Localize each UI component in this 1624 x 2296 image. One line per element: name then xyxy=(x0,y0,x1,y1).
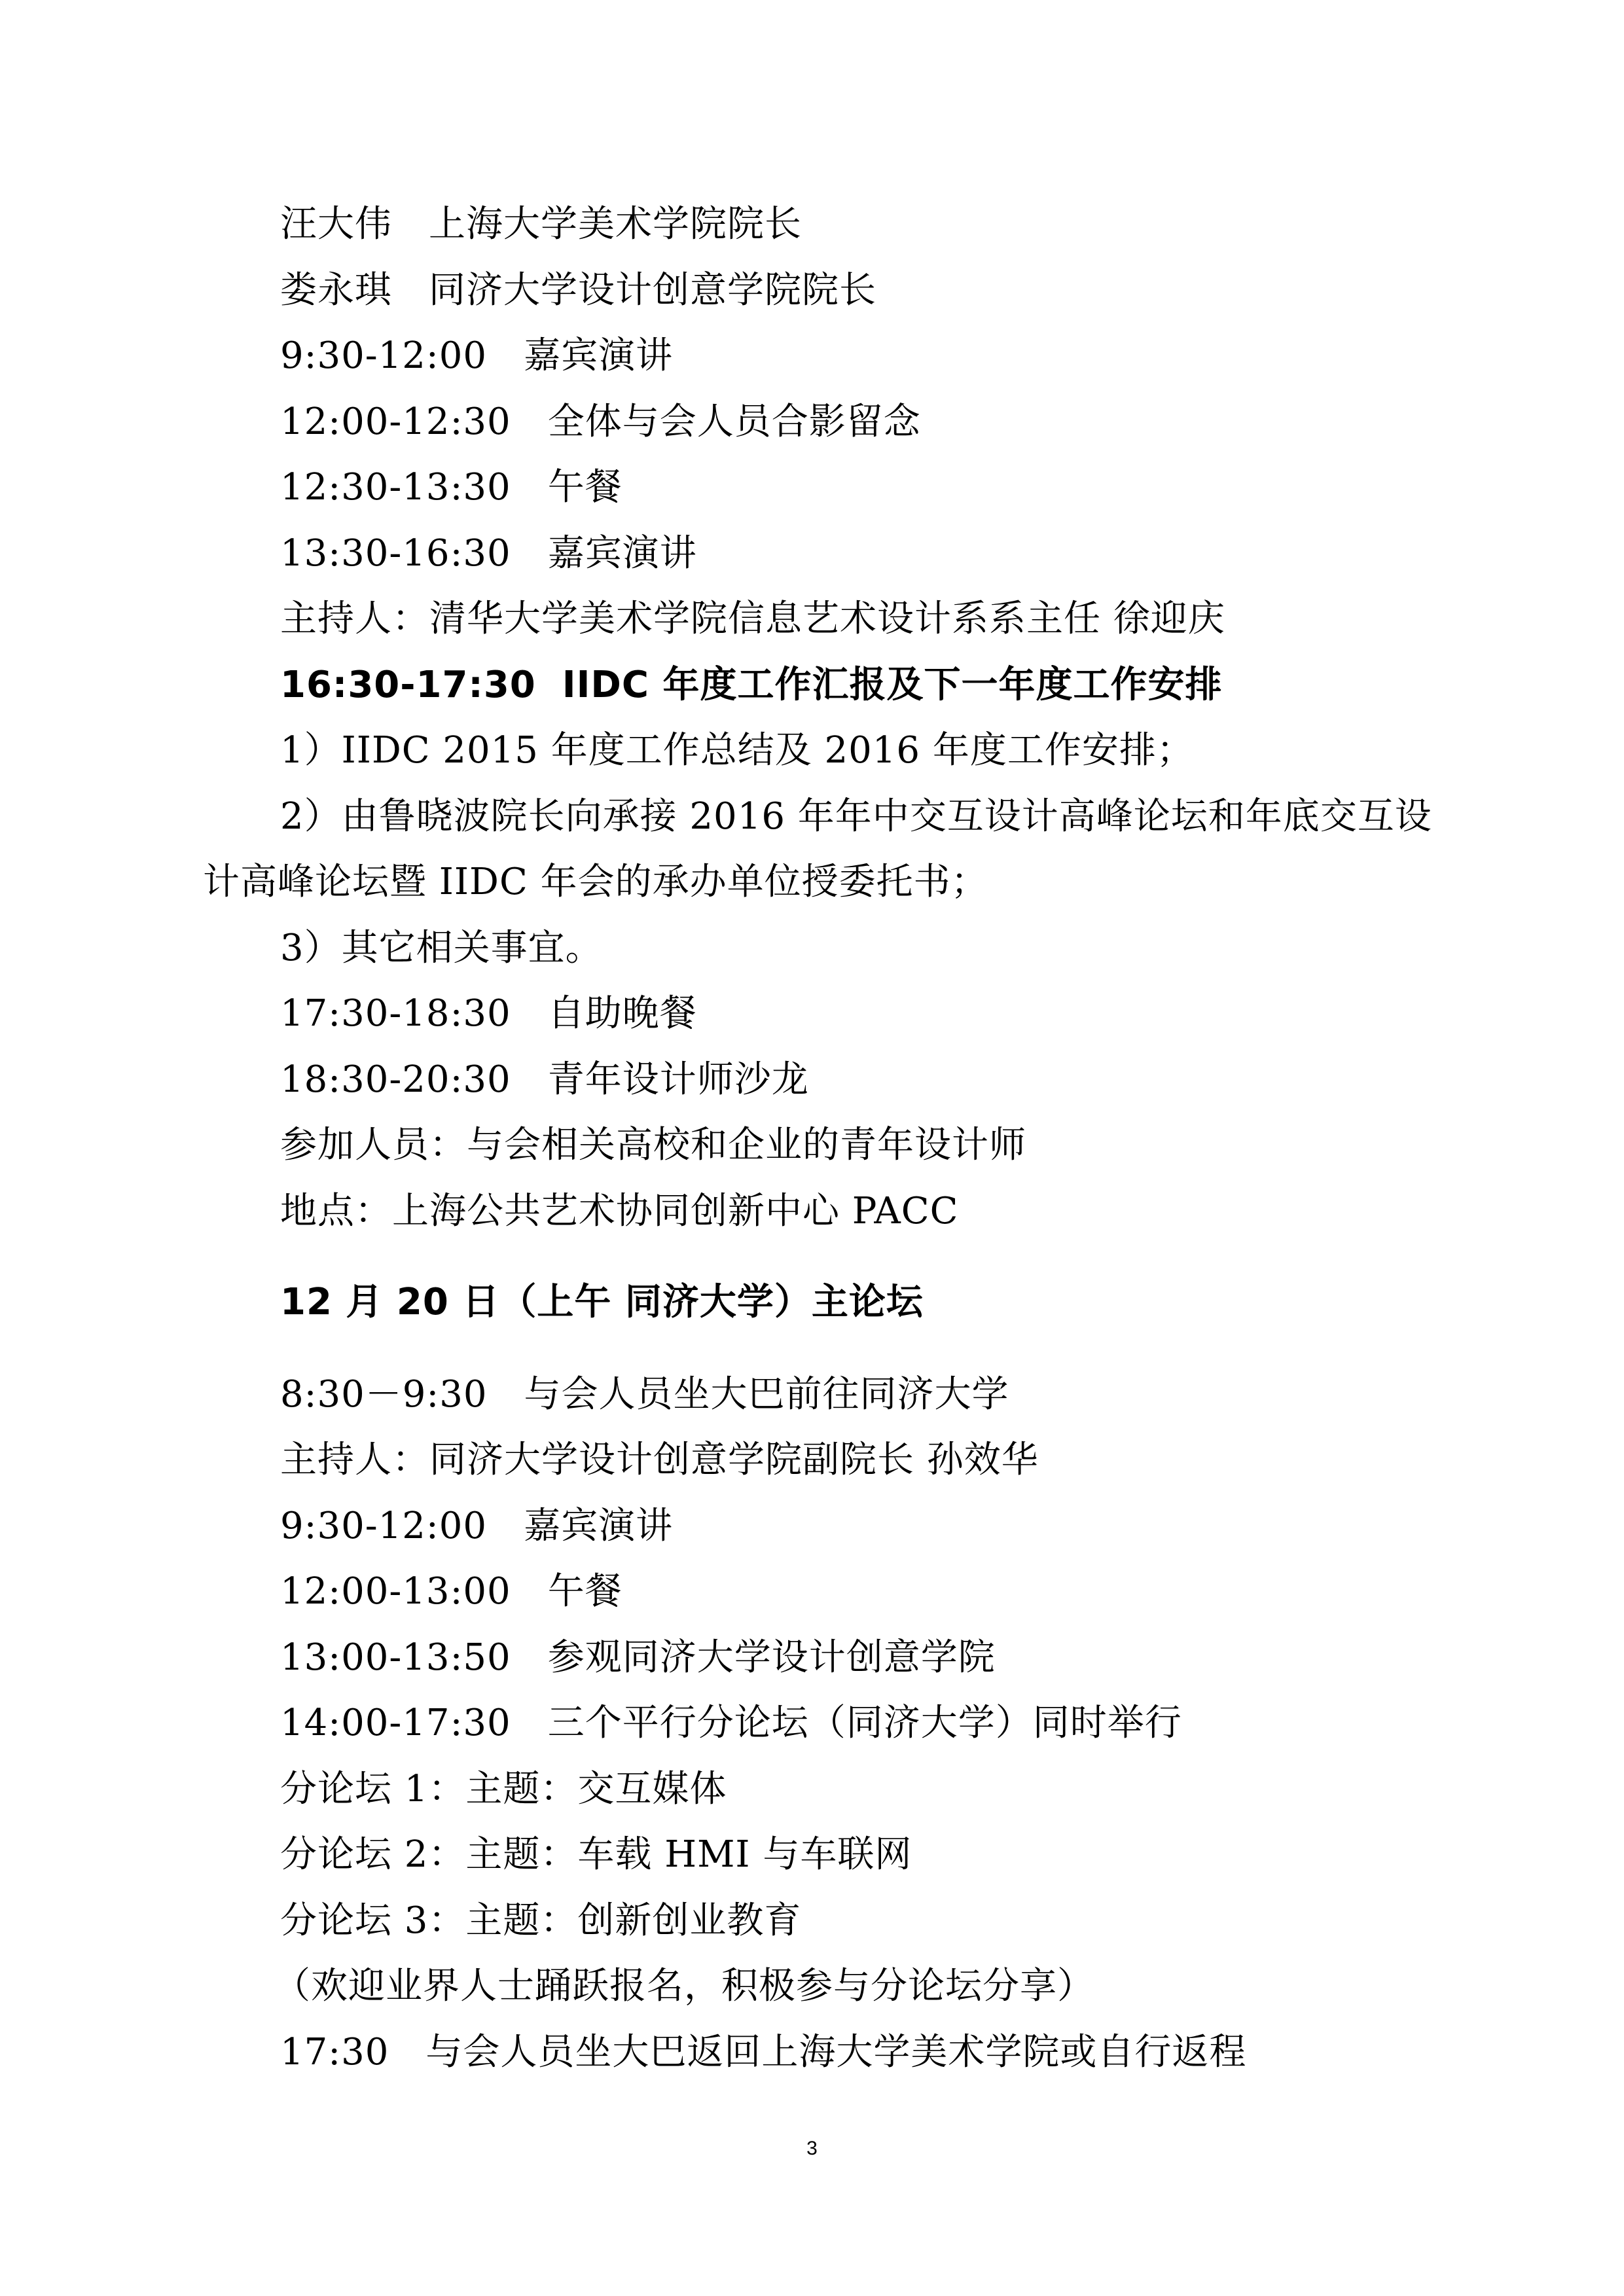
line-2: 娄永琪 同济大学设计创意学院院长 xyxy=(280,269,876,312)
line-19: 主持人：同济大学设计创意学院副院长 孙效华 xyxy=(280,1439,1039,1481)
line-11: 计高峰论坛暨 IIDC 年会的承办单位授委托书； xyxy=(203,861,988,903)
line-28: 17:30 与会人员坐大巴返回上海大学美术学院或自行返程 xyxy=(280,2031,1247,2073)
line-7: 主持人：清华大学美术学院信息艺术设计系系主任 徐迎庆 xyxy=(280,598,1225,640)
line-24: 分论坛 1：主题：交互媒体 xyxy=(280,1768,727,1810)
line-21: 12:00-13:00 午餐 xyxy=(280,1570,623,1613)
line-1: 汪大伟 上海大学美术学院院长 xyxy=(280,203,802,245)
line-14: 18:30-20:30 青年设计师沙龙 xyxy=(280,1058,809,1101)
line-9: 1）IIDC 2015 年度工作总结及 2016 年度工作安排； xyxy=(280,729,1194,772)
line-17-heading: 12 月 20 日（上午 同济大学）主论坛 xyxy=(280,1281,924,1323)
line-13: 17:30-18:30 自助晚餐 xyxy=(280,992,697,1035)
line-25: 分论坛 2：主题：车载 HMI 与车联网 xyxy=(280,1833,912,1876)
line-4: 12:00-12:30 全体与会人员合影留念 xyxy=(280,401,921,443)
line-8-heading: 16:30-17:30 IIDC 年度工作汇报及下一年度工作安排 xyxy=(280,664,1223,706)
line-5: 12:30-13:30 午餐 xyxy=(280,466,623,509)
line-22: 13:00-13:50 参观同济大学设计创意学院 xyxy=(280,1636,996,1679)
line-16: 地点：上海公共艺术协同创新中心 PACC xyxy=(280,1190,959,1232)
line-6: 13:30-16:30 嘉宾演讲 xyxy=(280,532,697,575)
line-12: 3）其它相关事宜。 xyxy=(280,927,603,969)
line-23: 14:00-17:30 三个平行分论坛（同济大学）同时举行 xyxy=(280,1702,1182,1744)
line-3: 9:30-12:00 嘉宾演讲 xyxy=(280,334,674,377)
line-27: （欢迎业界人士踊跃报名，积极参与分论坛分享） xyxy=(274,1965,1094,2007)
line-18: 8:30－9:30 与会人员坐大巴前往同济大学 xyxy=(280,1373,1009,1416)
line-10: 2）由鲁晓波院长向承接 2016 年年中交互设计高峰论坛和年底交互设 xyxy=(280,795,1432,838)
line-15: 参加人员：与会相关高校和企业的青年设计师 xyxy=(280,1124,1026,1166)
line-26: 分论坛 3：主题：创新创业教育 xyxy=(280,1899,802,1942)
page-number: 3 xyxy=(806,2138,818,2159)
line-20: 9:30-12:00 嘉宾演讲 xyxy=(280,1505,674,1547)
